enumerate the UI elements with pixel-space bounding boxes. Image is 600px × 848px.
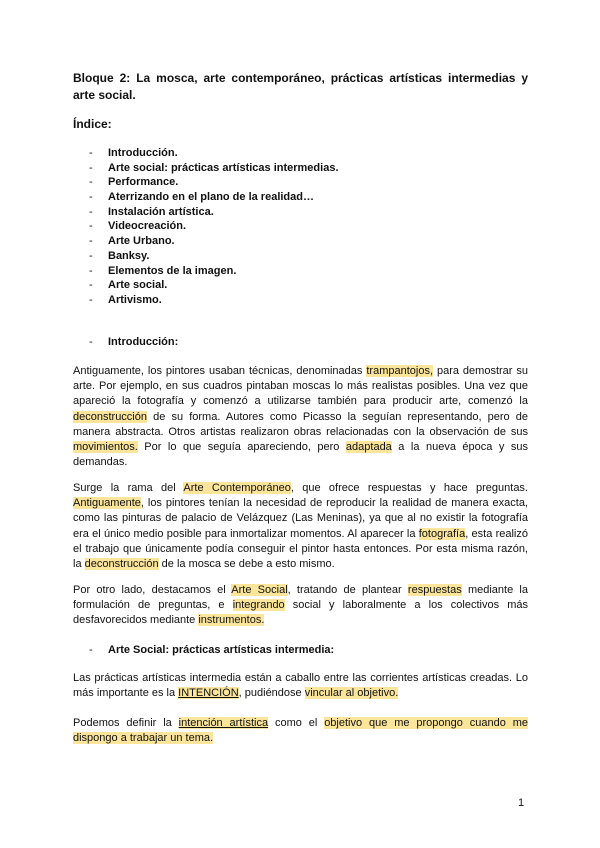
text-run: , tratando de plantear [287, 584, 408, 596]
index-item: - Performance. [73, 175, 339, 190]
highlight-fotografia: fotografía [418, 527, 466, 540]
index-item: - Videocreación. [73, 219, 339, 234]
index-item: - Arte Urbano. [73, 234, 339, 249]
highlight-vincular-objetivo: vincular al objetivo. [304, 687, 399, 700]
text-run: Por otro lado, destacamos el [73, 584, 232, 596]
highlight-intencion-artistica: intención artística [178, 717, 269, 729]
text-run: , pudiéndose [238, 687, 305, 700]
index-list [73, 146, 339, 308]
text-run: Podemos definir la [73, 717, 179, 729]
text-run: , esta realizó el trabajo que únicamente podía conseguir el pintor hasta entonces. Por esta misma razón, la [73, 527, 528, 571]
text-run: como el [268, 717, 325, 729]
section-heading-arte-social: - Arte Social: prácticas artísticas intermedia: [73, 644, 334, 656]
paragraph-practicas-intermedia [73, 671, 528, 701]
highlight-integrando: integrando [232, 599, 285, 612]
index-item: - Introducción. [73, 146, 339, 161]
text-run: , que ofrece respuestas y hace preguntas. [290, 482, 528, 494]
highlight-deconstruccion: deconstrucción [84, 558, 159, 571]
index-item: - Banksy. [73, 249, 339, 264]
highlight-arte-social: Arte Social [231, 584, 288, 596]
index-item: - Elementos de la imagen. [73, 264, 339, 279]
highlight-intencion: INTENCIÓN [178, 687, 239, 700]
section-heading-introduccion: - Introducción: [73, 336, 178, 348]
paragraph-introduccion [73, 364, 528, 470]
highlight-instrumentos: instrumentos. [198, 614, 265, 627]
text-run: mediante la formulación de preguntas, e [73, 584, 528, 612]
highlight-antiguamente: Antiguamente [73, 497, 141, 510]
text-run: Surge la rama del [73, 482, 184, 494]
highlight-respuestas: respuestas [407, 584, 462, 596]
index-item: - Aterrizando en el plano de la realidad… [73, 190, 339, 205]
text-run: de la mosca se debe a esto mismo. [158, 558, 335, 571]
highlight-adaptada: adaptada [345, 441, 392, 454]
highlight-arte-contemporaneo: Arte Contemporáneo [183, 482, 291, 494]
text-run: de su forma. Autores como Picasso la seguían representando, pero de manera abstracta. Otros artistas realizaron obras relacionadas con la observación de sus [73, 410, 528, 438]
index-item: - Arte social: prácticas artísticas intermedias. [73, 161, 339, 176]
paragraph-arte-contemporaneo [73, 481, 528, 572]
text-run: Por lo que seguía apareciendo, pero [137, 441, 346, 454]
index-heading: Índice: [73, 117, 112, 131]
page-number: 1 [518, 797, 525, 809]
highlight-trampantojos: trampantojos, [366, 365, 434, 377]
highlight-objetivo: objetivo que me propongo cuando me dispongo a trabajar un tema. [73, 717, 528, 745]
text-run: a la nueva época y sus demandas. [73, 441, 528, 469]
document-title: Bloque 2: La mosca, arte contemporáneo, prácticas artísticas intermedias y arte social. [73, 71, 528, 102]
text-run: social y laboralmente a los colectivos más desfavorecidos mediante [73, 599, 529, 627]
text-run: Las prácticas artísticas intermedia están a caballo entre las corrientes artísticas creadas. Lo más importante es la [73, 672, 528, 700]
highlight-deconstruccion: deconstrucción [73, 410, 147, 423]
paragraph-arte-social [73, 583, 528, 629]
text-run: Antiguamente, los pintores usaban técnicas, denominadas [73, 365, 367, 377]
text-run: , los pintores tenían la necesidad de reproducir la realidad de manera exacta, como las pinturas de palacio de Velázquez (Las Meninas), ya que al no existir la fotografía era el único medio posible para inmortalizar momentos. Al aparecer la [73, 497, 528, 540]
index-item: - Arte social. [73, 278, 339, 293]
highlight-movimientos: movimientos. [73, 441, 138, 454]
paragraph-intencion-artistica [73, 716, 528, 746]
index-item: - Instalación artística. [73, 205, 339, 220]
text-run: para demostrar su arte. Por ejemplo, en sus cuadros pintaban moscas lo más realistas posibles. Una vez que apareció la fotografía y comenzó a utilizarse también para producir arte, comenzó la [73, 365, 529, 408]
index-item: - Artivismo. [73, 293, 339, 308]
